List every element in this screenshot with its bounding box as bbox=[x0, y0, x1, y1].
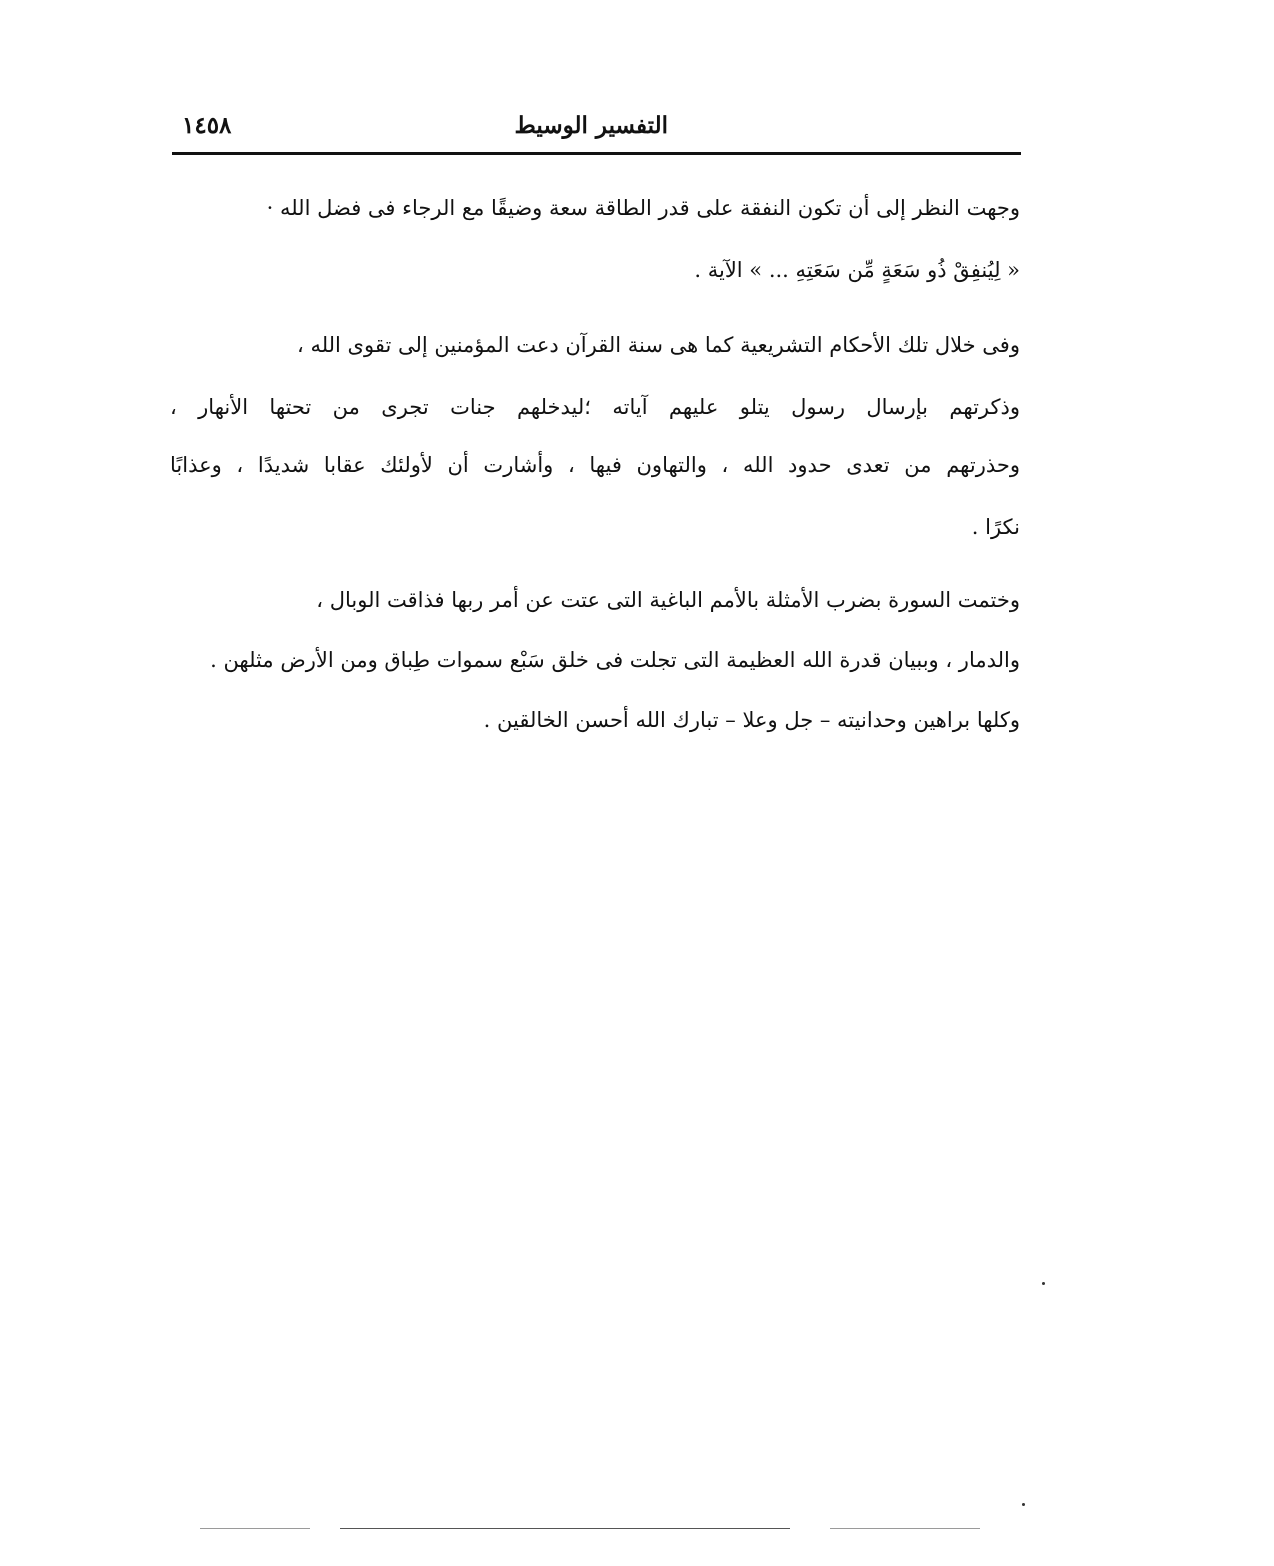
body-line-4: وذكرتهم بإرسال رسول يتلو عليهم آياته ؛ليدخلهم جنات تجرى من تحتها الأنهار ، bbox=[170, 395, 1020, 419]
bottom-rule-center bbox=[340, 1528, 790, 1529]
scan-speck bbox=[1022, 1503, 1025, 1506]
header-divider bbox=[172, 152, 1021, 155]
page-title: التفسير الوسيط bbox=[514, 112, 668, 139]
body-line-2: « لِيُنفِقْ ذُو سَعَةٍ مِّن سَعَتِهِ ... » الآية . bbox=[694, 258, 1020, 282]
body-line-5: وحذرتهم من تعدى حدود الله ، والتهاون فيها ، وأشارت أن لأولئك عقابا شديدًا ، وعذابًا bbox=[170, 453, 1020, 477]
page-number: ١٤٥٨ bbox=[182, 112, 232, 139]
body-line-6: نكرًا . bbox=[971, 515, 1020, 539]
bottom-rule-left bbox=[200, 1528, 310, 1529]
body-line-7: وختمت السورة بضرب الأمثلة بالأمم الباغية التى عتت عن أمر ربها فذاقت الوبال ، bbox=[316, 588, 1020, 612]
body-line-9: وكلها براهين وحدانيته – جل وعلا – تبارك الله أحسن الخالقين . bbox=[483, 708, 1020, 732]
scan-speck bbox=[1042, 1282, 1045, 1285]
body-line-8: والدمار ، وببيان قدرة الله العظيمة التى تجلت فى خلق سَبْع سموات طِباق ومن الأرض مثلهن . bbox=[210, 648, 1020, 672]
bottom-rule-right bbox=[830, 1528, 980, 1529]
body-line-1: وجهت النظر إلى أن تكون النفقة على قدر الطاقة سعة وضيقًا مع الرجاء فى فضل الله · bbox=[266, 196, 1020, 220]
page-header bbox=[172, 108, 1020, 154]
body-line-3: وفى خلال تلك الأحكام التشريعية كما هى سنة القرآن دعت المؤمنين إلى تقوى الله ، bbox=[296, 333, 1020, 357]
